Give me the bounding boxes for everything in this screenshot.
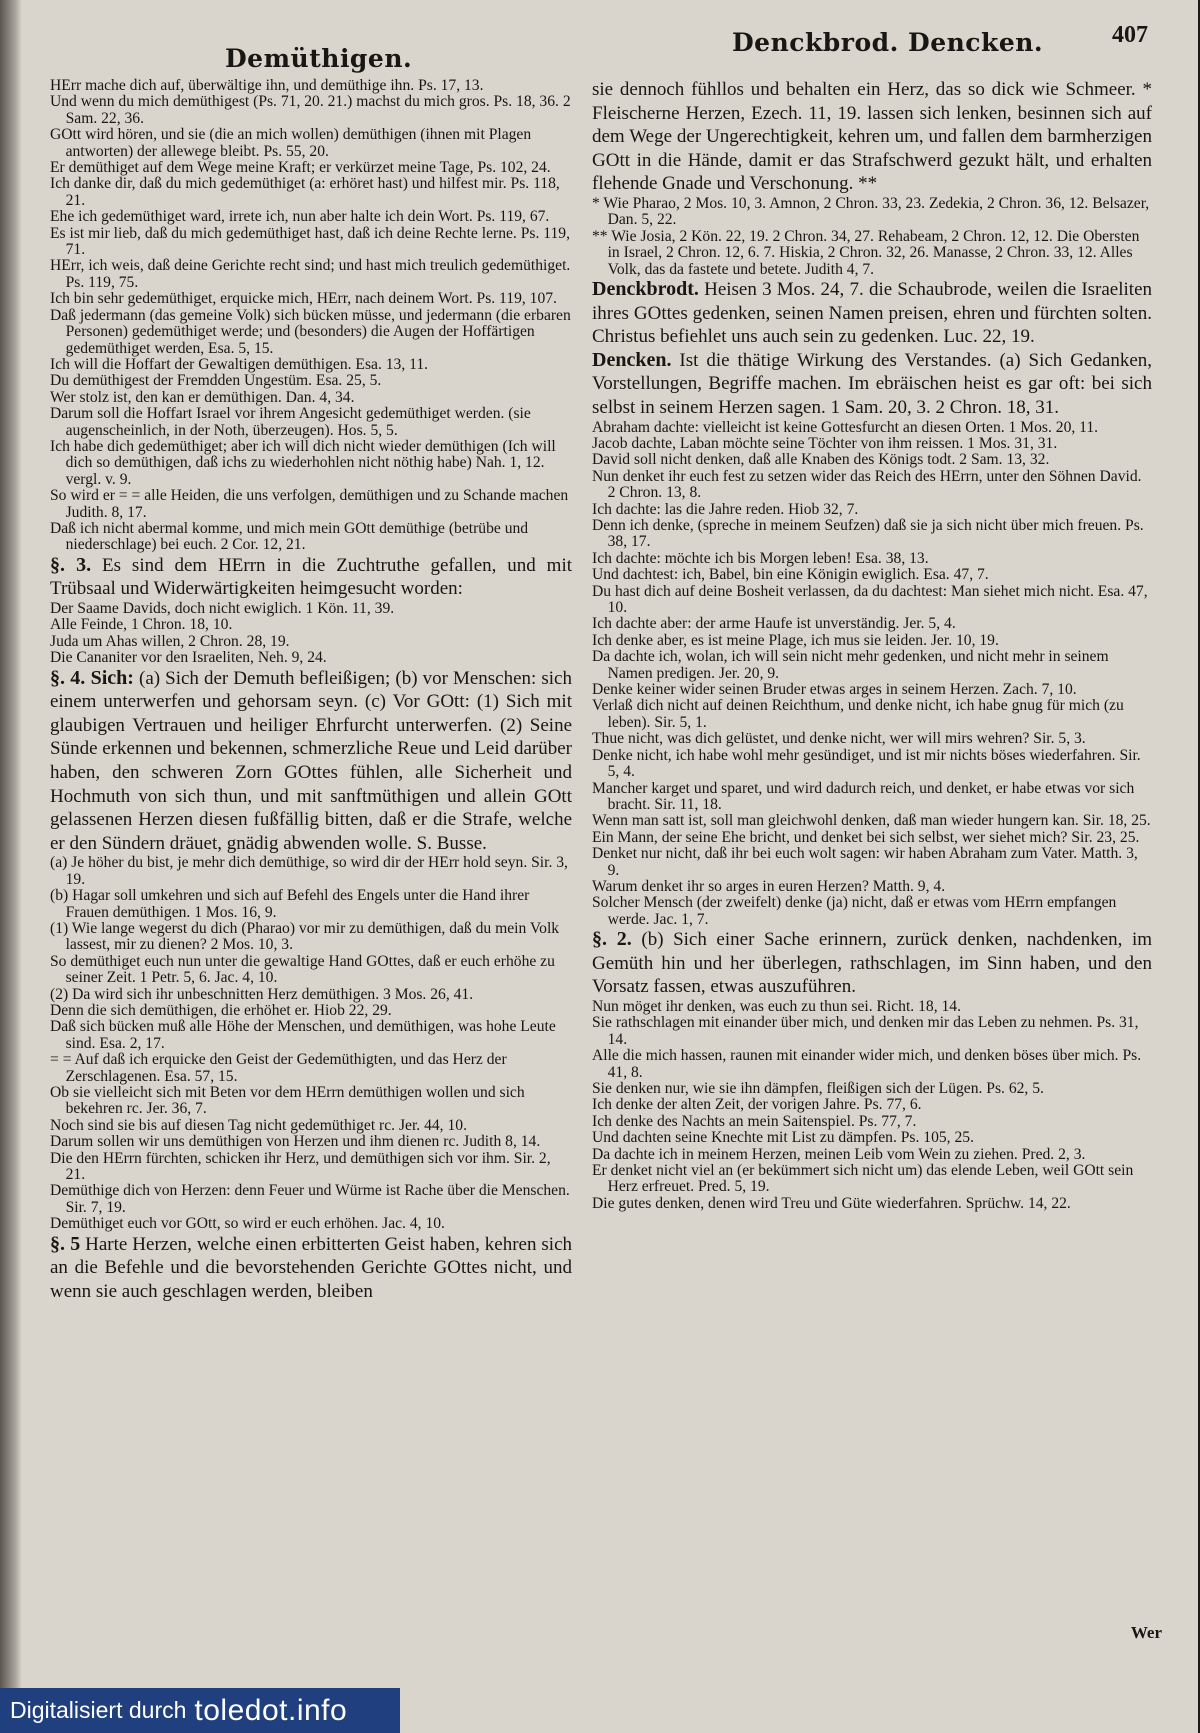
entry-text: (b) Sich einer Sache erinnern, zurück denken, nachdenken, im Gemüth hin und her überlegen, rathschlagen, im Sinn haben, und den Vorsatz fassen, etwas auszuführen. (592, 929, 1153, 998)
entry-text: Ich habe dich gedemüthiget; aber ich will dich nicht wieder demüthigen (Ich will dich so demüthigen, daß ichs zu wiederhohlen nicht nöthig habe) Nah. 1, 12. vergl. v. 9. (50, 437, 556, 488)
citation-entry (592, 846, 1152, 879)
citation-entry (50, 888, 572, 921)
page-number: 407 (1112, 22, 1148, 48)
citation-entry (592, 452, 1152, 468)
citation-entry (592, 584, 1152, 617)
entry-text: Solcher Mensch (der zweifelt) denke (ja) nicht, daß er etwas vom HErrn empfangen werde. Jac. 1, 7. (592, 894, 1117, 928)
citation-entry (50, 127, 572, 160)
entry-text: Ich bin sehr gedemüthiget, erquicke mich, HErr, nach deinem Wort. Ps. 119, 107. (50, 290, 557, 308)
citation-entry (50, 209, 572, 225)
entry-text: (a) Je höher du bist, je mehr dich demüthige, so wird dir der HErr hold seyn. Sir. 3, 19. (50, 854, 568, 888)
entry-keyword: §. 5 (50, 1232, 81, 1255)
running-head-right: Denckbrod. Dencken. (732, 28, 1044, 57)
digitization-banner[interactable] (0, 1688, 400, 1733)
entry-text: GOtt wird hören, und sie (die an mich wollen) demüthigen (ihnen mit Plagen antworten) der allewege bleibt. Ps. 55, 20. (50, 126, 532, 160)
entry-text: Daß ich nicht abermal komme, und mich mein GOtt demüthige (betrübe und niederschlage) bei euch. 2 Cor. 12, 21. (50, 519, 529, 554)
entry-text: Sie denken nur, wie sie ihn dämpfen, fleißigen sich der Lügen. Ps. 62, 5. (592, 1079, 1044, 1097)
citation-entry (592, 1147, 1152, 1163)
citation-entry (592, 698, 1152, 731)
citation-entry (592, 1048, 1152, 1081)
entry-text: Mancher karget und sparet, und wird dadurch reich, und denket, er habe etwas vor sich bracht. Sir. 11, 18. (592, 779, 1135, 813)
entry-text: Daß sich bücken muß alle Höhe der Menschen, und demüthigen, was hohe Leute sind. Esa. 2, 17. (50, 1018, 556, 1052)
entry-text: Die den HErrn fürchten, schicken ihr Herz, und demüthigen sich vor ihm. Sir. 2, 21. (50, 1149, 551, 1184)
citation-entry (50, 521, 572, 554)
entry-text: ** Wie Josia, 2 Kön. 22, 19. 2 Chron. 34, 27. Rehabeam, 2 Chron. 12, 12. Die Obersten in Israel, 2 Chron. 12, 6. 7. Hiskia, 2 Chron. 32, 26. Manasse, 2 Chron. 33, 12. Alles Volk, das da fastete und betete. Judith 4, 7. (592, 227, 1140, 278)
section-paragraph (50, 1233, 572, 1304)
entry-text: Ein Mann, der seine Ehe bricht, und denket bei sich selbst, wer siehet mich? Sir. 23, 25. (592, 828, 1140, 846)
entry-keyword: §. 2. (592, 928, 632, 951)
entry-text: Ich dachte aber: der arme Haufe ist unverständig. Jer. 5, 4. (592, 615, 956, 633)
citation-entry (50, 1003, 572, 1019)
entry-text: Demüthiget euch vor GOtt, so wird er euch erhöhen. Jac. 4, 10. (50, 1215, 445, 1233)
entry-text: Warum denket ihr so arges in euren Herzen? Matth. 9, 4. (592, 877, 946, 895)
citation-entry (592, 420, 1152, 436)
entry-text: Er demüthiget auf dem Wege meine Kraft; er verkürzet meine Tage, Ps. 102, 24. (50, 159, 551, 177)
citation-entry (50, 94, 572, 127)
citation-entry (592, 879, 1152, 895)
left-column-body (50, 78, 572, 1303)
citation-entry (50, 1085, 572, 1118)
entry-text: Abraham dachte: vielleicht ist keine Gottesfurcht an diesen Orten. 1 Mos. 20, 11. (592, 418, 1099, 436)
entry-text: Er denket nicht viel an (er bekümmert sich nicht um) das elende Leben, weil GOtt sein Herz erfreuet. Pred. 5, 19. (592, 1162, 1134, 1196)
entry-text: Nun möget ihr denken, was euch zu thun sei. Richt. 18, 14. (592, 997, 961, 1015)
citation-entry (592, 1015, 1152, 1048)
entry-text: Juda um Ahas willen, 2 Chron. 28, 19. (50, 632, 290, 650)
section-paragraph (50, 667, 572, 856)
citation-entry (592, 469, 1152, 502)
citation-entry (50, 601, 572, 617)
entry-keyword: §. 3. (50, 553, 92, 576)
citation-entry (592, 1114, 1152, 1130)
entry-text: Der Saame Davids, doch nicht ewiglich. 1 Kön. 11, 39. (50, 599, 395, 617)
catchword: Wer (1130, 1623, 1162, 1642)
citation-entry (592, 502, 1152, 518)
entry-text: Demüthige dich von Herzen: denn Feuer und Würme ist Rache über die Menschen. Sir. 7, 19. (50, 1182, 570, 1216)
entry-text: Alle die mich hassen, raunen mit einander wider mich, und denken böses über mich. Ps. 41, 8. (592, 1047, 1142, 1081)
entry-text: Heisen 3 Mos. 24, 7. die Schaubrode, weilen die Israeliten ihres GOttes gedenken, seinen Namen preisen, ehren und fürchten solten. Christus befiehlet uns auch sein zu gedenken. Luc. 22, 19. (592, 279, 1153, 348)
entry-text: Denke nicht, ich habe wohl mehr gesündiget, und ist mir nichts böses wiederfahren. Sir. 5, 4. (592, 746, 1141, 781)
citation-entry (50, 406, 572, 439)
citation-entry (50, 439, 572, 488)
right-column (592, 22, 1153, 1212)
entry-text: Ich denke der alten Zeit, der vorigen Jahre. Ps. 77, 6. (592, 1096, 922, 1114)
entry-text: Verlaß dich nicht auf deinen Reichthum, und denke nicht, ich habe gnug für mich (zu leben). Sir. 5, 1. (592, 697, 1124, 731)
entry-text: (2) Da wird sich ihr unbeschnitten Herz demüthigen. 3 Mos. 26, 41. (50, 985, 474, 1003)
entry-text: Jacob dachte, Laban möchte seine Töchter von ihm reissen. 1 Mos. 31, 31. (592, 434, 1058, 452)
section-paragraph (592, 349, 1152, 420)
entry-text: So wird er = = alle Heiden, die uns verfolgen, demüthigen und zu Schande machen Judith. 8, 17. (50, 487, 569, 521)
page-gutter (0, 0, 22, 1733)
citation-entry (50, 921, 572, 954)
citation-entry (50, 357, 572, 373)
right-column-body (592, 78, 1152, 1212)
entry-text: Ehe ich gedemüthiget ward, irrete ich, nun aber halte ich dein Wort. Ps. 119, 67. (50, 208, 550, 226)
entry-text: Ich danke dir, daß du mich gedemüthiget (a: erhöret hast) und hilfest mir. Ps. 118, 21. (50, 175, 560, 209)
entry-text: Und wenn du mich demüthigest (Ps. 71, 20. 21.) machst du mich gros. Ps. 18, 36. 2 Sam. 22, 36. (50, 93, 571, 127)
left-head-row (50, 38, 572, 78)
entry-text: Da dachte ich in meinem Herzen, meinen Leib vom Wein zu ziehen. Pred. 2, 3. (592, 1145, 1086, 1163)
entry-text: Die gutes denken, denen wird Treu und Güte wiederfahren. Sprüchw. 14, 22. (592, 1194, 1071, 1212)
entry-keyword: §. 4. Sich: (50, 666, 134, 689)
entry-text: Denket nur nicht, daß ihr bei euch wolt sagen: wir haben Abraham zum Vater. Matth. 3, 9. (592, 845, 1138, 879)
right-head-row (592, 22, 1152, 78)
section-paragraph (592, 78, 1152, 196)
citation-entry (592, 196, 1152, 229)
entry-text: David soll nicht denken, daß alle Knaben des Königs todt. 2 Sam. 13, 32. (592, 451, 1050, 469)
citation-entry (592, 436, 1152, 452)
entry-keyword: Denckbrodt. (592, 278, 699, 300)
citation-entry (50, 1118, 572, 1134)
entry-text: Denke keiner wider seinen Bruder etwas arges in seinem Herzen. Zach. 7, 10. (592, 681, 1077, 699)
entry-text: Darum soll die Hoffart Israel vor ihrem Angesicht gedemüthiget werden. (sie augenscheinlich, in der Noth, überzeugen). Hos. 5, 5. (50, 405, 531, 439)
banner-prefix: Digitalisiert durch (10, 1697, 187, 1723)
entry-text: * Wie Pharao, 2 Mos. 10, 3. Amnon, 2 Chron. 33, 23. Zedekia, 2 Chron. 36, 12. Belsazer, Dan. 5, 22. (592, 194, 1150, 229)
entry-text: Thue nicht, was dich gelüstet, und denke nicht, wer will mirs wehren? Sir. 5, 3. (592, 730, 1086, 748)
entry-text: Denn ich denke, (spreche in meinem Seufzen) daß sie ja sich nicht über mich freuen. Ps. 38, 17. (592, 517, 1144, 551)
citation-entry (592, 633, 1152, 649)
citation-entry (592, 748, 1152, 781)
entry-text: Ich dachte: las die Jahre reden. Hiob 32, 7. (592, 500, 859, 518)
citation-entry (592, 813, 1152, 829)
entry-text: Ich denke des Nachts an mein Saitenspiel. Ps. 77, 7. (592, 1112, 917, 1130)
citation-entry (50, 634, 572, 650)
citation-entry (50, 488, 572, 521)
citation-entry (592, 731, 1152, 747)
citation-entry (592, 616, 1152, 632)
entry-text: sie dennoch fühllos und behalten ein Herz, das so dick wie Schmeer. * Fleischerne Herzen, Ezech. 11, 19. lassen sich lenken, besinnen sich auf dem Wege der Ungerechtigkeit, kehren um, und fallen dem barmherzigen GOtt in die Hände, damit er das Strafschwerd gezukt hält, und erhalten flehende Gnade und Verschonung. ** (592, 79, 1152, 195)
entry-text: Harte Herzen, welche einen erbitterten Geist haben, kehren sich an die Befehle und die bevorstehenden Gerichte GOttes nicht, und wenn sie auch geschlagen werden, bleiben (50, 1233, 573, 1302)
entry-text: Ob sie vielleicht sich mit Beten vor dem HErrn demüthigen wollen und sich bekehren rc. Jer. 36, 7. (50, 1084, 525, 1118)
entry-text: Da dachte ich, wolan, ich will sein nicht mehr gedenken, und nicht mehr in seinem Namen predigen. Jer. 20, 9. (592, 648, 1109, 682)
citation-entry (50, 226, 572, 259)
entry-keyword: Dencken. (592, 348, 672, 371)
entry-text: Die Cananiter vor den Israeliten, Neh. 9, 24. (50, 649, 327, 667)
entry-text: (b) Hagar soll umkehren und sich auf Befehl des Engels unter die Hand ihrer Frauen demüthigen. 1 Mos. 16, 9. (50, 887, 530, 921)
citation-entry (50, 1019, 572, 1052)
entry-text: (1) Wie lange wegerst du dich (Pharao) vor mir zu demüthigen, daß du mein Volk lassest, mir zu dienen? 2 Mos. 10, 3. (50, 919, 560, 954)
citation-entry (592, 781, 1152, 814)
citation-entry (50, 176, 572, 209)
citation-entry (50, 617, 572, 633)
citation-entry (50, 390, 572, 406)
citation-entry (50, 987, 572, 1003)
entry-text: Denn die sich demüthigen, die erhöhet er. Hiob 22, 29. (50, 1002, 392, 1019)
entry-text: HErr mache dich auf, überwältige ihn, und demüthige ihn. Ps. 17, 13. (50, 77, 484, 94)
entry-text: = = Auf daß ich erquicke den Geist der Gedemüthigten, und das Herz der Zerschlagenen. Esa. 57, 15. (50, 1051, 507, 1085)
entry-text: Und dachtest: ich, Babel, bin eine Königin ewiglich. Esa. 47, 7. (592, 566, 989, 584)
entry-text: HErr, ich weis, daß deine Gerichte recht sind; und hast mich treulich gedemüthiget. Ps. 119, 75. (50, 257, 571, 291)
citation-entry (50, 855, 572, 888)
citation-entry (592, 567, 1152, 583)
entry-text: Darum sollen wir uns demüthigen von Herzen und ihm dienen rc. Judith 8, 14. (50, 1133, 541, 1151)
citation-entry (592, 1097, 1152, 1113)
citation-entry (592, 551, 1152, 567)
citation-entry (592, 229, 1152, 278)
citation-entry (592, 830, 1152, 846)
citation-entry (50, 1216, 572, 1232)
citation-entry (50, 78, 572, 94)
entry-text: Noch sind sie bis auf diesen Tag nicht gedemüthiget rc. Jer. 44, 10. (50, 1116, 467, 1134)
entry-text: Ich denke aber, es ist meine Plage, ich mus sie leiden. Jer. 10, 19. (592, 631, 999, 649)
entry-text: Daß jedermann (das gemeine Volk) sich bücken müsse, und jedermann (die erbaren Personen) gedemüthiget werde; und (besonders) die Augen der Hoffärtigen gedemüthiget werden, Esa. 5, 15. (50, 306, 571, 357)
section-paragraph (592, 928, 1152, 999)
entry-text: Wer stolz ist, den kan er demüthigen. Dan. 4, 34. (50, 388, 355, 406)
citation-entry (592, 518, 1152, 551)
entry-text: So demüthiget euch nun unter die gewaltige Hand GOttes, daß er euch erhöhe zu seiner Zeit. 1 Petr. 5, 6. Jac. 4, 10. (50, 952, 555, 987)
entry-text: Ich dachte: möchte ich bis Morgen leben! Esa. 38, 13. (592, 549, 929, 567)
entry-text: Ist die thätige Wirkung des Verstandes. (a) Sich Gedanken, Vorstellungen, Begriffe machen. Im ebräischen heist es gar oft: bei sich selbst in seinem Herzen sagen. 1 Sam. 20, 3. 2 Chron. 18, 31. (592, 349, 1153, 418)
citation-entry (592, 649, 1152, 682)
running-head-left: Demüthigen. (225, 44, 413, 73)
citation-entry (50, 1151, 572, 1184)
citation-entry (50, 954, 572, 987)
citation-entry (592, 1163, 1152, 1196)
citation-entry (592, 999, 1152, 1015)
section-paragraph (50, 554, 572, 601)
citation-entry (592, 1130, 1152, 1146)
entry-text: Sie rathschlagen mit einander über mich, und denken mir das Leben zu nehmen. Ps. 31, 14. (592, 1014, 1139, 1048)
citation-entry (50, 373, 572, 389)
citation-entry (50, 1052, 572, 1085)
entry-text: (a) Sich der Demuth befleißigen; (b) vor Menschen: sich einem unterwerfen und gehorsam seyn. (c) Vor GOtt: (1) Sich mit glaubigen Vertrauen und heiliger Ehrfurcht unterwerfen. (2) Seine Sünde erkennen und bekennen, schmerzliche Reue und Leid darüber haben, den schweren Zorn GOttes fühlen, alle Sicherheit und Hochmuth von sich thun, und mit sanftmüthigen und allein GOtt gelassenen Herzen diesen fußfällig bitten, daß er die Strafe, welche er den Sündern dräuet, gnädig abwenden wolle. S. Busse. (50, 667, 572, 854)
citation-entry (592, 895, 1152, 928)
entry-text: Nun denket ihr euch fest zu setzen wider das Reich des HErrn, unter den Söhnen David. 2 Chron. 13, 8. (592, 467, 1142, 502)
citation-entry (50, 291, 572, 307)
entry-text: Alle Feinde, 1 Chron. 18, 10. (50, 616, 233, 634)
entry-text: Es sind dem HErrn in die Zuchtruthe gefallen, und mit Trübsaal und Widerwärtigkeiten heimgesucht worden: (50, 554, 573, 600)
entry-text: Es ist mir lieb, daß du mich gedemüthiget hast, daß ich deine Rechte lerne. Ps. 119, 71. (50, 224, 570, 259)
citation-entry (50, 1183, 572, 1216)
citation-entry (50, 650, 572, 666)
entry-text: Ich will die Hoffart der Gewaltigen demüthigen. Esa. 13, 11. (50, 355, 429, 373)
citation-entry (50, 160, 572, 176)
left-column (50, 38, 572, 1303)
citation-entry (592, 1196, 1152, 1212)
entry-text: Wenn man satt ist, soll man gleichwohl denken, daß man wieder hungern kan. Sir. 18, 25. (592, 812, 1151, 830)
entry-text: Und dachten seine Knechte mit List zu dämpfen. Ps. 105, 25. (592, 1129, 974, 1147)
citation-entry (50, 308, 572, 357)
entry-text: Du hast dich auf deine Bosheit verlassen, da du dachtest: Man siehet mich nicht. Esa. 47, 10. (592, 582, 1148, 617)
citation-entry (50, 258, 572, 291)
citation-entry (592, 1081, 1152, 1097)
citation-entry (592, 682, 1152, 698)
banner-site-link[interactable]: toledot.info (194, 1693, 348, 1727)
section-paragraph (592, 278, 1152, 349)
entry-text: Du demüthigest der Fremdden Ungestüm. Esa. 25, 5. (50, 372, 382, 390)
citation-entry (50, 1134, 572, 1150)
